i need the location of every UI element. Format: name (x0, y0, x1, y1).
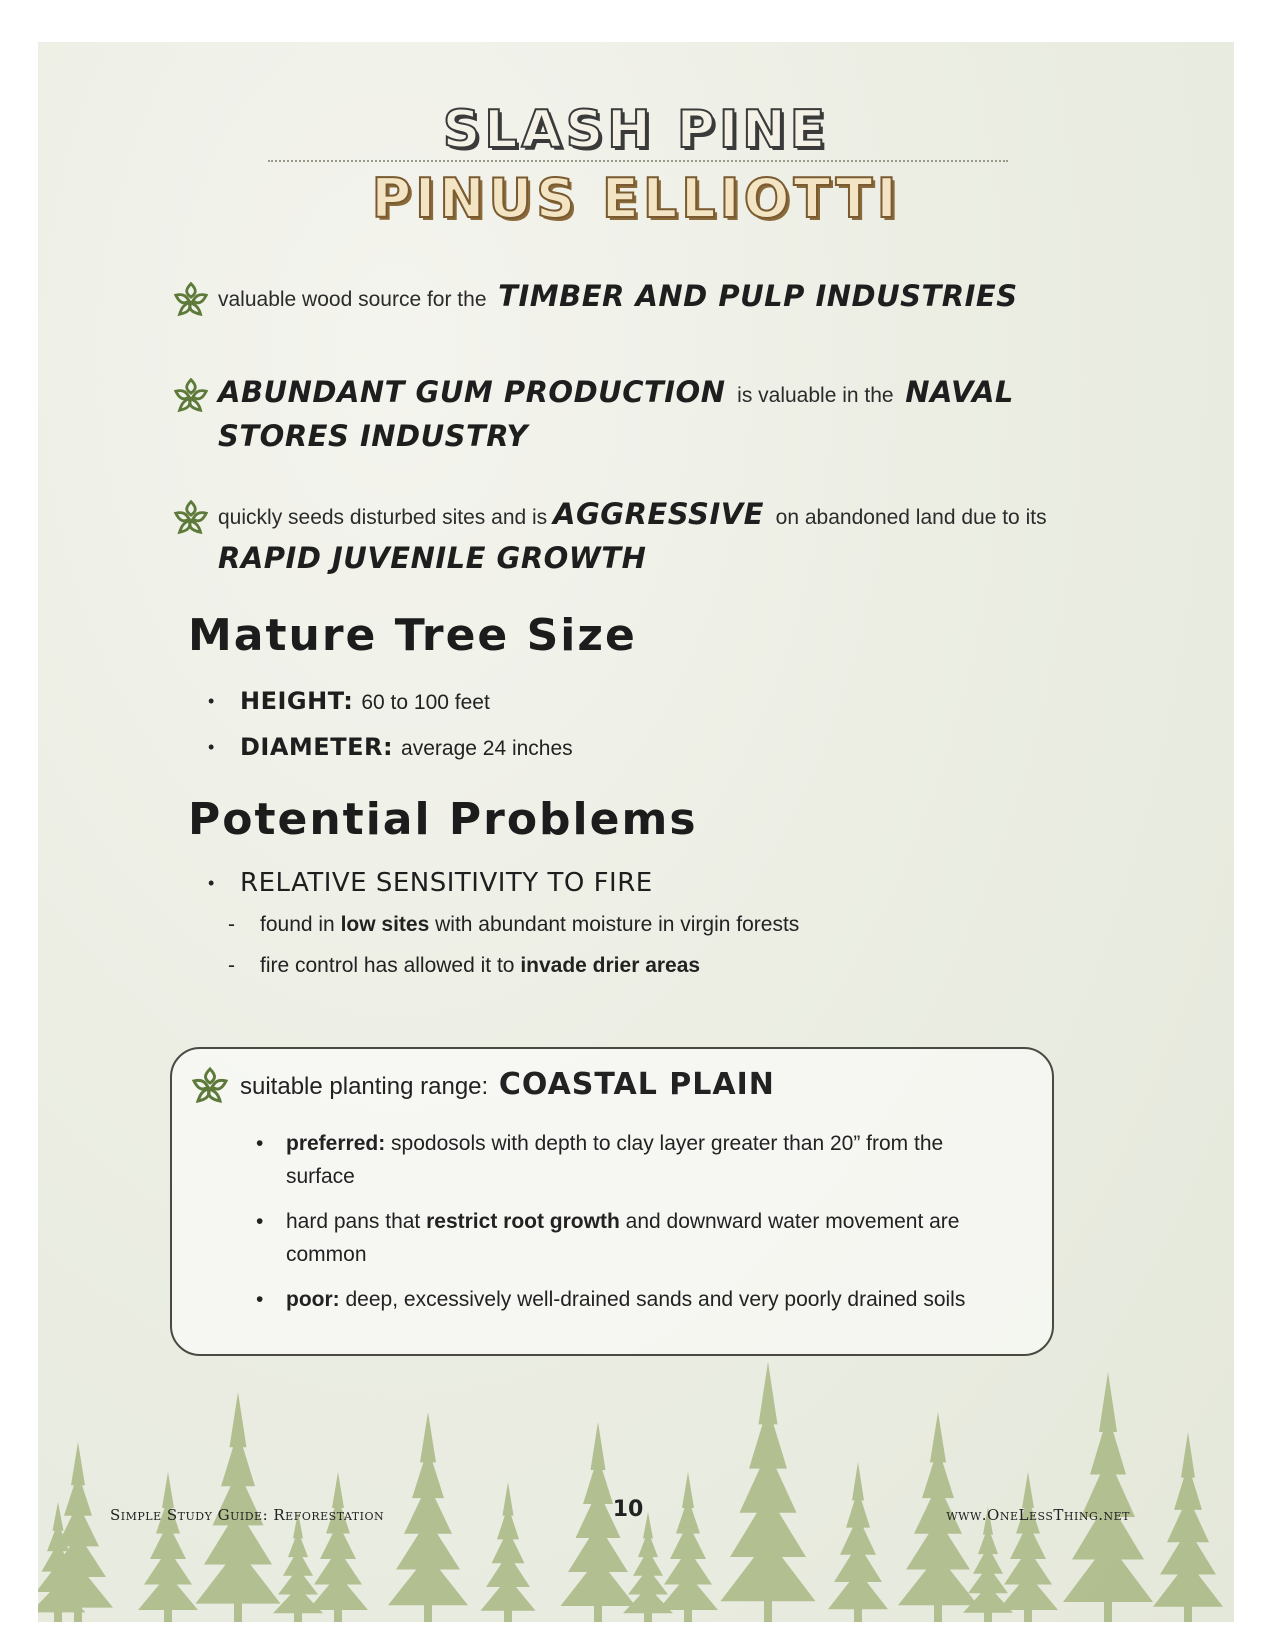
fact-emphasis: AGGRESSIVE (553, 497, 764, 531)
fact-emphasis: RAPID JUVENILE GROWTH (218, 541, 647, 575)
pine-tree (1153, 1432, 1223, 1622)
fact-aggressive (176, 494, 1136, 582)
flower-icon (190, 1065, 230, 1105)
pine-tree (963, 1507, 1013, 1622)
fact-gum (176, 372, 1136, 460)
pine-tree (1063, 1372, 1153, 1622)
height-label: HEIGHT: (240, 687, 354, 715)
sub-text: with abundant moisture in virgin forests (435, 913, 800, 936)
problems-heading: Potential Problems (188, 794, 698, 845)
scientific-name-title: PINUS ELLIOTTI (371, 167, 901, 230)
pine-tree (481, 1482, 536, 1622)
title-divider (268, 160, 1008, 162)
flower-icon (172, 498, 210, 536)
range-value: COASTAL PLAIN (498, 1067, 775, 1102)
fact-text: on abandoned land due to its (775, 506, 1047, 529)
mature-list (208, 678, 1108, 770)
diameter-value: average 24 inches (401, 737, 573, 760)
fact-text: quickly seeds disturbed sites and is (218, 506, 548, 529)
height-value: 60 to 100 feet (361, 691, 490, 714)
fact-emphasis: STORES INDUSTRY (218, 419, 528, 453)
flower-icon (172, 376, 210, 414)
pine-tree (138, 1472, 198, 1622)
list-item (208, 724, 1108, 770)
pine-tree (721, 1362, 816, 1622)
range-bold: preferred: (286, 1132, 386, 1155)
pine-tree (998, 1472, 1058, 1622)
pine-tree (308, 1472, 368, 1622)
problem-item: RELATIVE SENSITIVITY TO FIRE (240, 868, 653, 898)
problems-sublist (228, 904, 1128, 986)
list-item (228, 904, 1128, 945)
list-item (208, 860, 1108, 906)
page (38, 42, 1234, 1622)
range-label: suitable planting range: (240, 1073, 489, 1100)
problems-list (208, 860, 1108, 906)
range-list (256, 1127, 1016, 1328)
range-text: spodosols with depth to clay layer greater than 20” from the surface (286, 1132, 944, 1188)
pine-tree (623, 1512, 673, 1622)
list-item (228, 945, 1128, 986)
flower-icon (172, 280, 210, 318)
diameter-label: DIAMETER: (240, 733, 394, 761)
fact-text: is valuable in the (737, 384, 894, 407)
sub-bold: low sites (340, 913, 430, 936)
range-bold: restrict root growth (426, 1210, 620, 1233)
fact-timber (176, 276, 1136, 320)
fact-emphasis: NAVAL (905, 375, 1014, 409)
range-text: deep, excessively well-drained sands and very poorly drained soils (345, 1288, 966, 1311)
sub-text: fire control has allowed it to (260, 954, 515, 977)
range-text: and downward water movement are common (286, 1210, 960, 1266)
pine-tree (828, 1462, 888, 1622)
fact-emphasis: ABUNDANT GUM PRODUCTION (218, 375, 726, 409)
range-text: hard pans that (286, 1210, 421, 1233)
footer-website: www.OneLessThing.net (946, 1506, 1130, 1524)
list-item (256, 1283, 1016, 1316)
fact-text: valuable wood source for the (218, 288, 487, 311)
fact-emphasis: TIMBER AND PULP INDUSTRIES (498, 279, 1018, 313)
footer-guide-title: Simple Study Guide: Reforestation (110, 1506, 385, 1524)
pine-tree (561, 1422, 636, 1622)
list-item (256, 1127, 1016, 1193)
pine-tree (388, 1412, 468, 1622)
common-name-title: SLASH PINE (442, 100, 830, 160)
mature-heading: Mature Tree Size (188, 610, 637, 661)
list-item (256, 1205, 1016, 1271)
range-heading (240, 1063, 775, 1109)
range-bold: poor: (286, 1288, 340, 1311)
planting-range-box (170, 1047, 1054, 1356)
sub-bold: invade drier areas (520, 954, 701, 977)
pine-tree (273, 1512, 323, 1622)
list-item (208, 678, 1108, 724)
sub-text: found in (260, 913, 335, 936)
pine-tree (658, 1472, 718, 1622)
page-number: 10 (612, 1497, 644, 1522)
